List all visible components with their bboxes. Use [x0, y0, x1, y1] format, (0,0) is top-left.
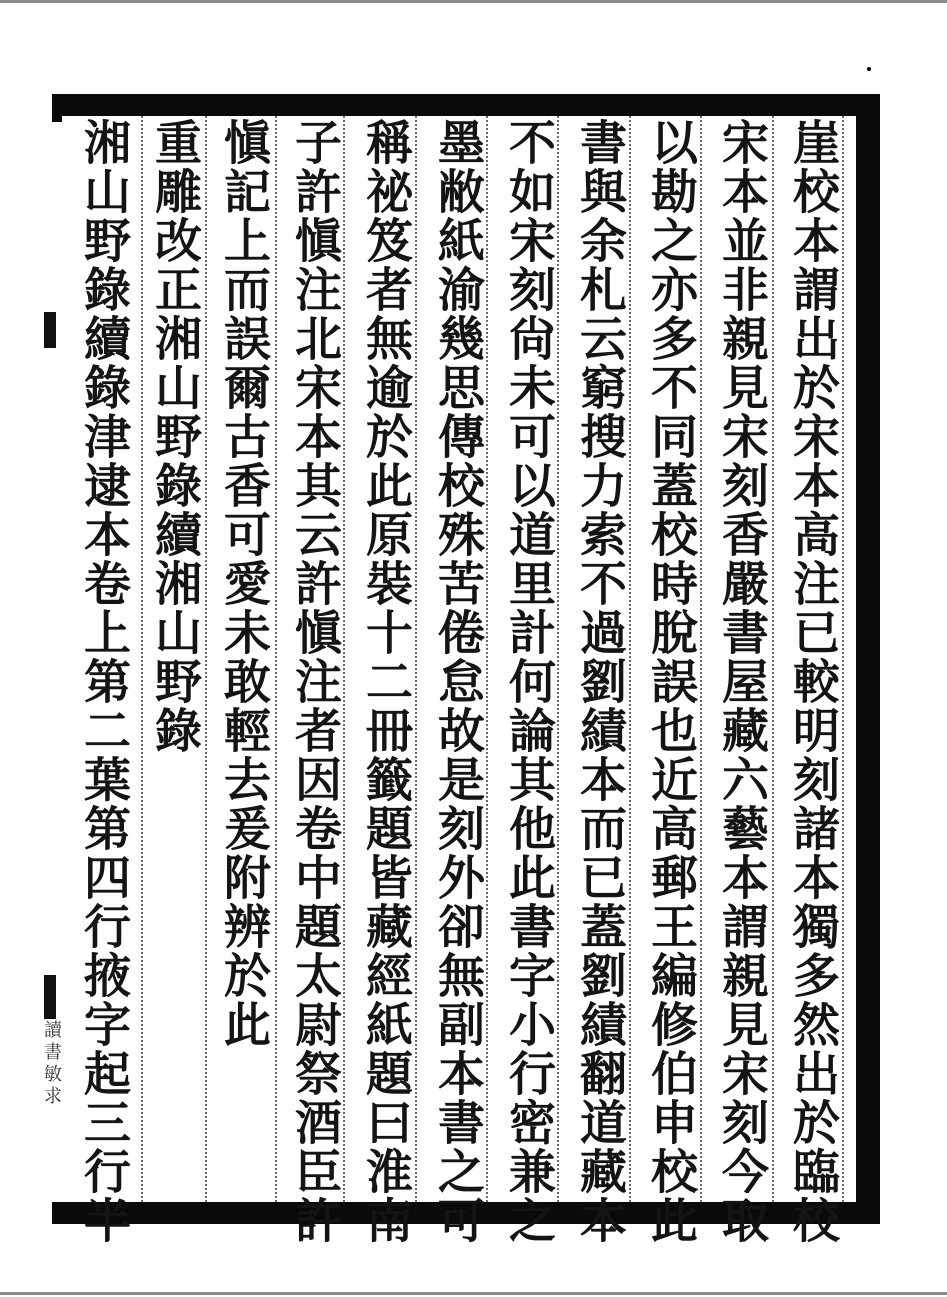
- text-column: 宋本並非親見宋刻香嚴書屋藏六藝本謂親見宋刻今取: [714, 118, 769, 1245]
- text-column: 墨敝紙渝幾思傳校殊苦倦怠故是刻外卻無副本書之可: [430, 118, 485, 1245]
- margin-block-mark: [44, 975, 56, 1019]
- column-rule: [700, 116, 702, 1202]
- text-column: 稱祕笈者無逾於此原裝十二冊籤題皆藏經紙題曰淮南: [358, 118, 413, 1245]
- margin-book-title: 讀書敏求: [41, 1020, 62, 1108]
- scan-top-border: [0, 0, 947, 3]
- frame-left-corner: [52, 94, 62, 122]
- column-rule: [486, 116, 488, 1202]
- text-column: 子許愼注北宋本其云許愼注者因卷中題太尉祭酒臣許: [287, 118, 342, 1245]
- margin-fishtail-mark: [44, 312, 56, 348]
- text-column: 愼記上而誤爾古香可愛未敢輕去爰附辨於此: [216, 118, 271, 1049]
- text-column: 以勘之亦多不同蓋校時脫誤也近高郵王編修伯申校此: [643, 118, 698, 1245]
- text-column: 不如宋刻尙未可以道里計何論其他此書字小行密兼之: [501, 118, 556, 1245]
- column-rule: [842, 116, 844, 1202]
- frame-right-bar: [856, 94, 880, 1224]
- text-column: 湘山野錄續錄津逮本卷上第二葉第四行掖字起三行半: [76, 118, 131, 1245]
- text-column: 書與余札云窮搜力索不過劉績本而已蓋劉績翻道藏本: [572, 118, 627, 1245]
- column-rule: [629, 116, 631, 1202]
- section-heading: 重雕改正湘山野錄續湘山野錄: [147, 118, 202, 755]
- column-rule: [141, 116, 143, 1202]
- frame-top-bar: [52, 94, 880, 116]
- column-rule: [205, 116, 207, 1202]
- scan-bottom-border: [0, 1292, 947, 1295]
- column-rule: [415, 116, 417, 1202]
- column-rule: [343, 116, 345, 1202]
- text-column: 崖校本謂出於宋本高注已較明刻諸本獨多然出於臨校: [785, 118, 840, 1245]
- column-rule: [275, 116, 277, 1202]
- ink-speck: [867, 67, 871, 71]
- column-rule: [557, 116, 559, 1202]
- column-rule: [772, 116, 774, 1202]
